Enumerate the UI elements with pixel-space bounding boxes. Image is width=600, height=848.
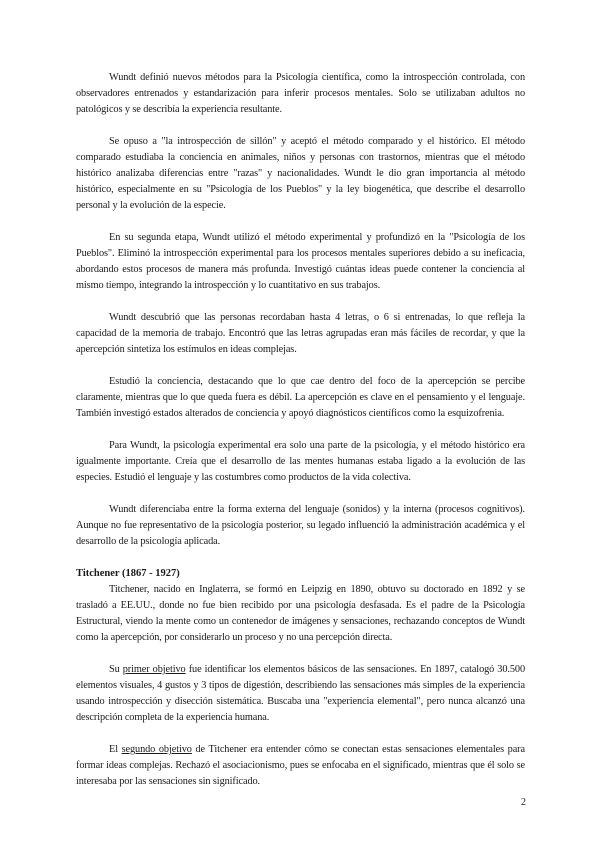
paragraph-comparative-historical-method: Se opuso a "la introspección de sillón" y aceptó el método comparado y el histórico. El método comparado estudiaba la conciencia en animales, niños y personas con trastornos, mientras que el método histórico analizaba diferencias entre "razas" y nacionalidades. Wundt le dio gran importancia al método histórico, especialmente en su "Psicología de los Pueblos" y la ley biogenética, que describe el desarrollo personal y la evolución de la especie.: [76, 136, 525, 211]
first-objective-underlined: primer objetivo: [122, 664, 186, 675]
paragraph-second-stage: En su segunda etapa, Wundt utilizó el método experimental y profundizó en la "Psicología de los Pueblos". Eliminó la introspección experimental para los procesos mentales superiores debido a su ineficacia, abordando estos procesos de manera más profunda. Investigó cuántas ideas puede contener la conciencia al mismo tiempo, integrando la introspección y lo cuantitativo en sus trabajos.: [76, 232, 525, 291]
page-content: [76, 70, 525, 806]
second-objective-text: de Titchener era entender cómo se conectan estas sensaciones elementales para formar ideas complejas. Rechazó el asociacionismo, pues se enfocaba en el significado, mientras que él solo se interesaba por las sensaciones sin significado.: [76, 744, 525, 787]
paragraph-second-objective: [76, 742, 525, 790]
paragraph-working-memory: Wundt descubrió que las personas recordaban hasta 4 letras, o 6 si entrenadas, lo que refleja la capacidad de la memoria de trabajo. Encontró que las letras agrupadas eran más fáciles de recordar, y que la apercepción sintetiza los estímulos en ideas complejas.: [76, 312, 525, 355]
paragraph-experimental-psychology: Para Wundt, la psicología experimental era solo una parte de la psicología, y el método histórico era igualmente importante. Creía que el desarrollo de las mentes humanas estaba ligado a la evolución de las especies. Estudió el lenguaje y las costumbres como productos de la vida colectiva.: [76, 440, 525, 483]
paragraph-language-legacy: Wundt diferenciaba entre la forma externa del lenguaje (sonidos) y la interna (procesos cognitivos). Aunque no fue representativo de la psicología posterior, su legado influenció la administración académica y el desarrollo de la psicología aplicada.: [76, 504, 525, 547]
paragraph-titchener-bio: Titchener, nacido en Inglaterra, se formó en Leipzig en 1890, obtuvo su doctorado en 1892 y se trasladó a EE.UU., donde no fue bien recibido por una psicología desfasada. Es el padre de la Psicología Estructural, viendo la mente como un contenedor de imágenes y sensaciones, rechazando conceptos de Wundt como la apercepción, por considerarlo un proceso y no una percepción directa.: [76, 584, 525, 643]
section-heading-titchener: Titchener (1867 - 1927): [76, 568, 180, 579]
first-objective-prefix: Su: [109, 664, 123, 675]
first-objective-text: fue identificar los elementos básicos de las sensaciones. En 1897, catalogó 30.500 elementos visuales, 4 gustos y 3 tipos de digestión, describiendo las sensaciones más simples de la experiencia usando introspección y disección sistemática. Buscaba una "experiencia elemental", pero nunca alcanzó una descripción completa de la experiencia humana.: [76, 664, 525, 723]
page-number: 2: [521, 797, 526, 808]
paragraph-introspection-methods: Wundt definió nuevos métodos para la Psicología científica, como la introspección controlada, con observadores entrenados y estandarización para inferir procesos mentales. Solo se utilizaban adultos no patológicos y se describía la experiencia resultante.: [76, 72, 525, 115]
second-objective-underlined: segundo objetivo: [121, 744, 192, 755]
paragraph-first-objective: [76, 662, 525, 726]
paragraph-apperception: Estudió la conciencia, destacando que lo que cae dentro del foco de la apercepción se percibe claramente, mientras que lo que queda fuera es débil. La apercepción es clave en el pensamiento y el lenguaje. También investigó estados alterados de conciencia y apoyó diagnósticos científicos como la esquizofrenia.: [76, 376, 525, 419]
second-objective-prefix: El: [109, 744, 122, 755]
